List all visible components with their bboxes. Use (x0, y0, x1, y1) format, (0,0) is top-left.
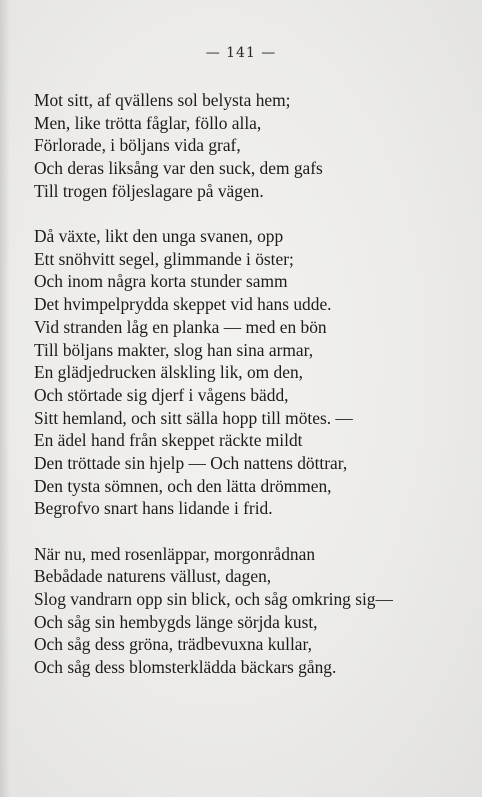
stanza-3 (34, 543, 454, 679)
verse-line: När nu, med rosenläppar, morgonrådnan (34, 543, 316, 564)
verse-line: Vid stranden låg en planka — med en bön (34, 316, 327, 337)
verse-line: Sitt hemland, och sitt sälla hopp till mötes. — (34, 407, 353, 428)
verse-line: En ädel hand från skeppet räckte mildt (34, 430, 303, 451)
verse-line: Slog vandrarn opp sin blick, och såg omkring sig— (34, 589, 393, 610)
verse-line: Förlorade, i böljans vida graf, (34, 135, 241, 156)
verse-line: Det hvimpelprydda skeppet vid hans udde. (34, 294, 332, 315)
verse-line: Och deras liksång var den suck, dem gafs (34, 158, 323, 179)
verse-line: Och störtade sig djerf i vågens bädd, (34, 384, 289, 405)
verse-line: Den tysta sömnen, och den lätta drömmen, (34, 475, 332, 496)
verse-line: Till böljans makter, slog han sina armar, (34, 339, 314, 360)
verse-line: Och såg dess gröna, trädbevuxna kullar, (34, 634, 312, 655)
verse-line: Mot sitt, af qvällens sol belysta hem; (34, 90, 291, 110)
page-number: — 141 — (205, 45, 277, 61)
gutter-shadow (0, 0, 10, 797)
verse-line: Bebådade naturens vällust, dagen, (34, 566, 272, 587)
verse-line: Och såg sin hembygds länge sörjda kust, (34, 611, 318, 632)
verse-line: Den tröttade sin hjelp — Och nattens döttrar, (34, 453, 348, 474)
verse-line: Men, like trötta fåglar, föllo alla, (34, 112, 262, 133)
verse-line: Och såg dess blomsterklädda bäckars gång. (34, 657, 337, 678)
stanza-2 (34, 225, 454, 520)
verse-line: Då växte, likt den unga svanen, opp (34, 226, 284, 247)
verse-line: Begrofvo snart hans lidande i frid. (34, 498, 273, 519)
verse-line: Ett snöhvitt segel, glimmande i öster; (34, 248, 294, 269)
verse-line: En glädjedrucken älskling lik, om den, (34, 362, 304, 383)
verse-line: Och inom några korta stunder samm (34, 271, 288, 292)
poem-text (34, 89, 454, 701)
stanza-1 (34, 89, 454, 203)
verse-line: Till trogen följeslagare på vägen. (34, 180, 264, 201)
